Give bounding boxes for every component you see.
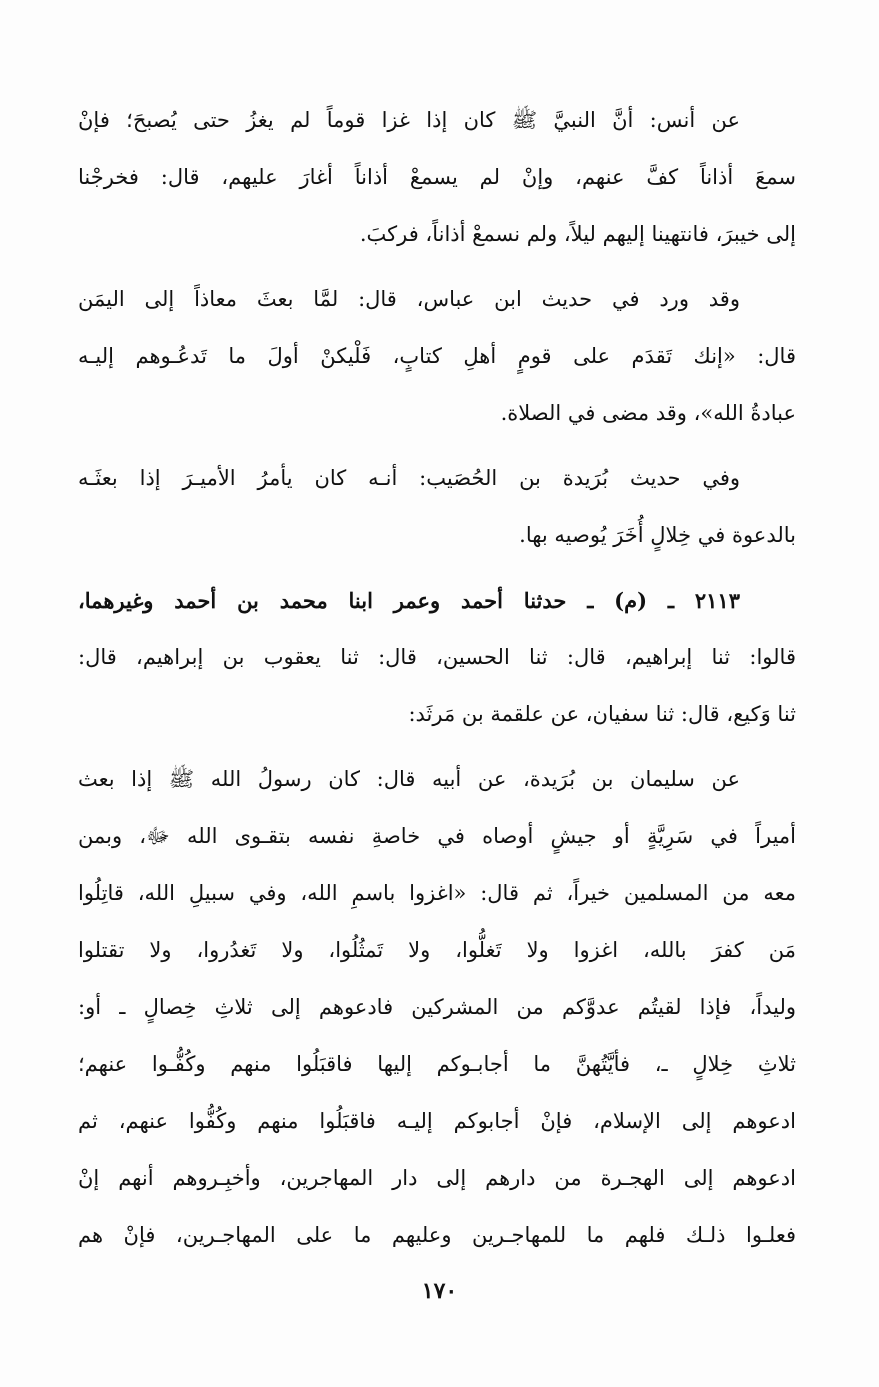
paragraph bbox=[78, 271, 796, 442]
text-line: مَن كفرَ بالله، اغزوا ولا تَغلُّوا، ولا تَمثُلُوا، ولا تَغدُروا، ولا تقتلوا bbox=[78, 938, 796, 962]
text-line: ثنا وَكيع، قال: ثنا سفيان، عن علقمة بن مَرثَد: bbox=[408, 702, 796, 726]
text-line: وفي حديث بُرَيدة بن الحُصَيب: أنـه كان يأمرُ الأميـرَ إذا بعثَـه bbox=[78, 466, 740, 490]
text-line: أميراً في سَرِيَّةٍ أو جيشٍ أوصاه في خاصةِ نفسه بتقـوى الله ﷻ، وبمن bbox=[78, 824, 796, 848]
text-line: عن سليمان بن بُرَيدة، عن أبيه قال: كان رسولُ الله ﷺ إذا بعث bbox=[78, 767, 740, 791]
text-line: ادعوهم إلى الهجـرة من دارهم إلى دار المهاجرين، وأخبِـروهم أنهم إنْ bbox=[78, 1166, 796, 1190]
text-line: ثلاثِ خِلالٍ ـ، فأيَّتُهنَّ ما أجابـوكم إليها فاقبَلُوا منهم وكُفُّـوا عنهم؛ bbox=[78, 1052, 796, 1076]
text-line: قالوا: ثنا إبراهيم، قال: ثنا الحسين، قال: ثنا يعقوب بن إبراهيم، قال: bbox=[78, 645, 796, 669]
text-line: ادعوهم إلى الإسلام، فإنْ أجابوكم إليـه فاقبَلُوا منهم وكُفُّوا عنهم، ثم bbox=[78, 1109, 796, 1133]
hadith-number-line: ٢١١٣ ـ (م) ـ حدثنا أحمد وعمر ابنا محمد بن أحمد وغيرهما، bbox=[78, 588, 740, 613]
text-line: عبادةُ الله»، وقد مضى في الصلاة. bbox=[500, 401, 796, 425]
hadith-matn-paragraph bbox=[78, 751, 796, 1264]
text-line: عن أنس: أنَّ النبيَّ ﷺ كان إذا غزا قوماً لم يغزُ حتى يُصبحَ؛ فإنْ bbox=[78, 108, 740, 132]
text-line: سمعَ أذاناً كفَّ عنهم، وإنْ لم يسمعْ أذاناً أغارَ عليهم، قال: فخرجْنا bbox=[78, 165, 796, 189]
page-number: ١٧٠ bbox=[421, 1278, 458, 1304]
page-body bbox=[78, 92, 796, 1272]
paragraph bbox=[78, 450, 796, 564]
paragraph bbox=[78, 92, 796, 263]
text-line: إلى خيبرَ، فانتهينا إليهم ليلاً، ولم نسمعْ أذاناً، فركبَ. bbox=[359, 222, 796, 246]
text-line: فعلـوا ذلـك فلهم ما للمهاجـرين وعليهم ما على المهاجـرين، فإنْ هم bbox=[78, 1223, 796, 1247]
text-line: قال: «إنك تَقدَم على قومٍ أهلِ كتابٍ، فَلْيكنْ أولَ ما تَدعُـوهم إليـه bbox=[78, 344, 796, 368]
text-line: بالدعوة في خِلالٍ أُخَرَ يُوصيه بها. bbox=[519, 523, 796, 547]
text-line: معه من المسلمين خيراً، ثم قال: «اغزوا باسمِ الله، وفي سبيلِ الله، قاتِلُوا bbox=[78, 881, 796, 905]
text-line: وقد ورد في حديث ابن عباس، قال: لمَّا بعثَ معاذاً إلى اليمَن bbox=[78, 287, 740, 311]
hadith-isnad-paragraph bbox=[78, 572, 796, 743]
text-line: وليداً، فإذا لقيتُم عدوَّكم من المشركين فادعوهم إلى ثلاثِ خِصالٍ ـ أو: bbox=[78, 995, 796, 1019]
